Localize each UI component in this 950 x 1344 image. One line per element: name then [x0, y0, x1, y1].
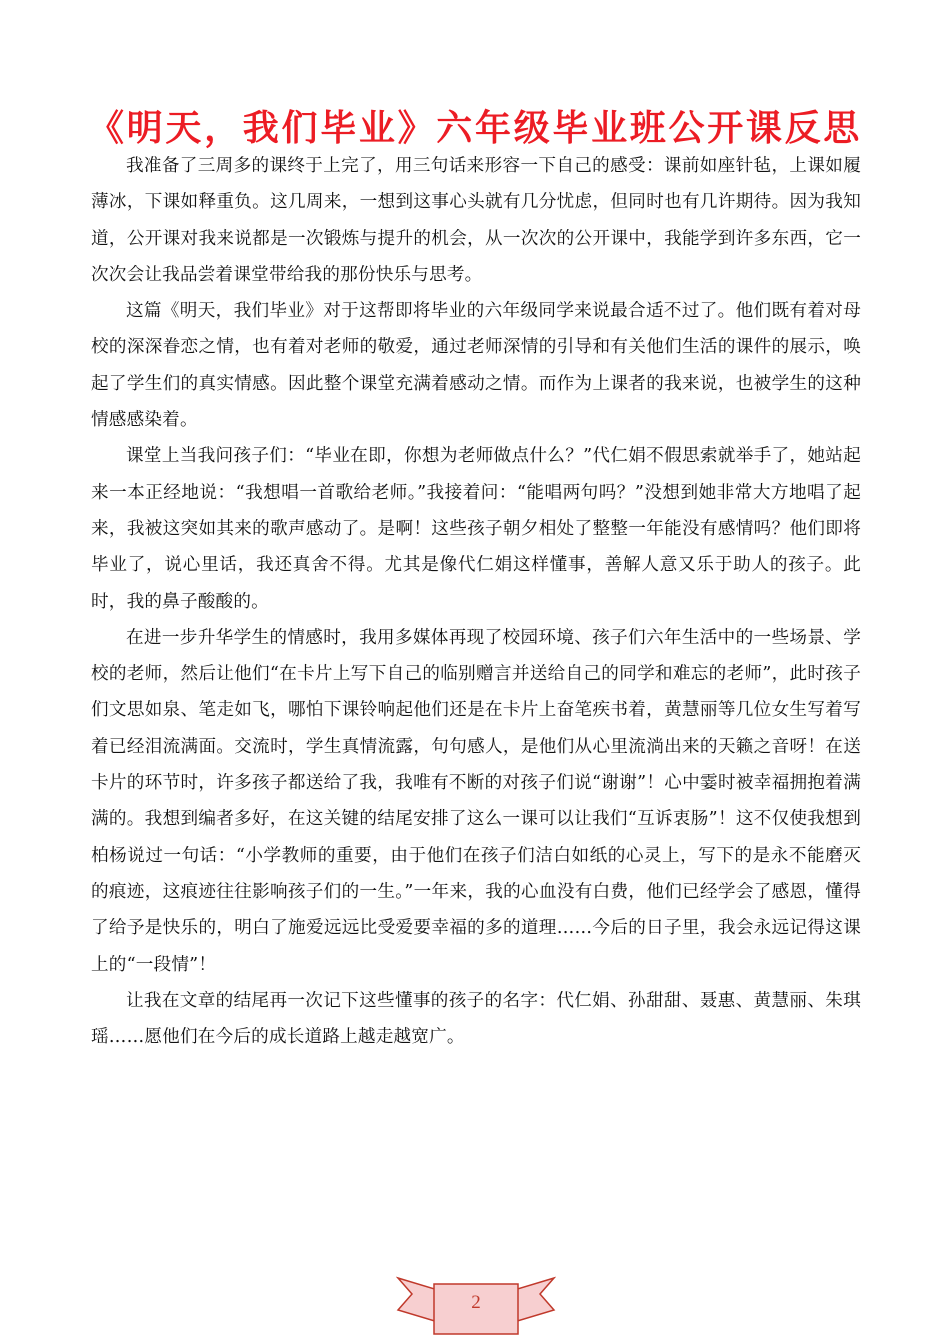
page-number: 2 [471, 1292, 481, 1313]
paragraph-4: 在进一步升华学生的情感时，我用多媒体再现了校园环境、孩子们六年生活中的一些场景、学校的老师，然后让他们“在卡片上写下自己的临别赠言并送给自己的同学和难忘的老师”，此时孩子们文思如泉、笔走如飞，哪怕下课铃响起他们还是在卡片上奋笔疾书着，黄慧丽等几位女生写着写着已经泪流满面。交流时，学生真情流露，句句感人，是他们从心里流淌出来的天籁之音呀！在送卡片的环节时，许多孩子都送给了我，我唯有不断的对孩子们说“谢谢”！心中霎时被幸福拥抱着满满的。我想到编者多好，在这关键的结尾安排了这么一课可以让我们“互诉衷肠”！这不仅使我想到柏杨说过一句话：“小学教师的重要，由于他们在孩子们洁白如纸的心灵上，写下的是永不能磨灭的痕迹，这痕迹往往影响孩子们的一生。”一年来，我的心血没有白费，他们已经学会了感恩，懂得了给予是快乐的，明白了施爱远远比受爱要幸福的多的道理……今后的日子里，我会永远记得这课上的“一段情”！ [91, 627, 861, 975]
paragraph-3: 课堂上当我问孩子们：“毕业在即，你想为老师做点什么？”代仁娟不假思索就举手了，她站起来一本正经地说：“我想唱一首歌给老师。”我接着问：“能唱两句吗？”没想到她非常大方地唱了起来，我被这突如其来的歌声感动了。是啊！这些孩子朝夕相处了整整一年能没有感情吗？他们即将毕业了，说心里话，我还真舍不得。尤其是像代仁娟这样懂事，善解人意又乐于助人的孩子。此时，我的鼻子酸酸的。 [91, 446, 861, 612]
paragraph-1: 我准备了三周多的课终于上完了，用三句话来形容一下自己的感受：课前如座针毡，上课如履薄冰，下课如释重负。这几周来，一想到这事心头就有几分忧虑，但同时也有几许期待。因为我知道，公开课对我来说都是一次锻炼与提升的机会，从一次次的公开课中，我能学到许多东西，它一次次会让我品尝着课堂带给我的那份快乐与思考。 [91, 156, 861, 285]
document-body [91, 148, 861, 1055]
paragraph-2: 这篇《明天，我们毕业》对于这帮即将毕业的六年级同学来说最合适不过了。他们既有着对母校的深深眷恋之情，也有着对老师的敬爱，通过老师深情的引导和有关他们生活的课件的展示，唤起了学生们的真实情感。因此整个课堂充满着感动之情。而作为上课者的我来说，也被学生的这种情感感染着。 [91, 301, 861, 431]
paragraph-5: 让我在文章的结尾再一次记下这些懂事的孩子的名字：代仁娟、孙甜甜、聂惠、黄慧丽、朱琪瑶……愿他们在今后的成长道路上越走越宽广。 [91, 990, 861, 1048]
document-title: 《明天，我们毕业》六年级毕业班公开课反思 [88, 108, 863, 149]
page-number-ribbon [396, 1270, 556, 1338]
